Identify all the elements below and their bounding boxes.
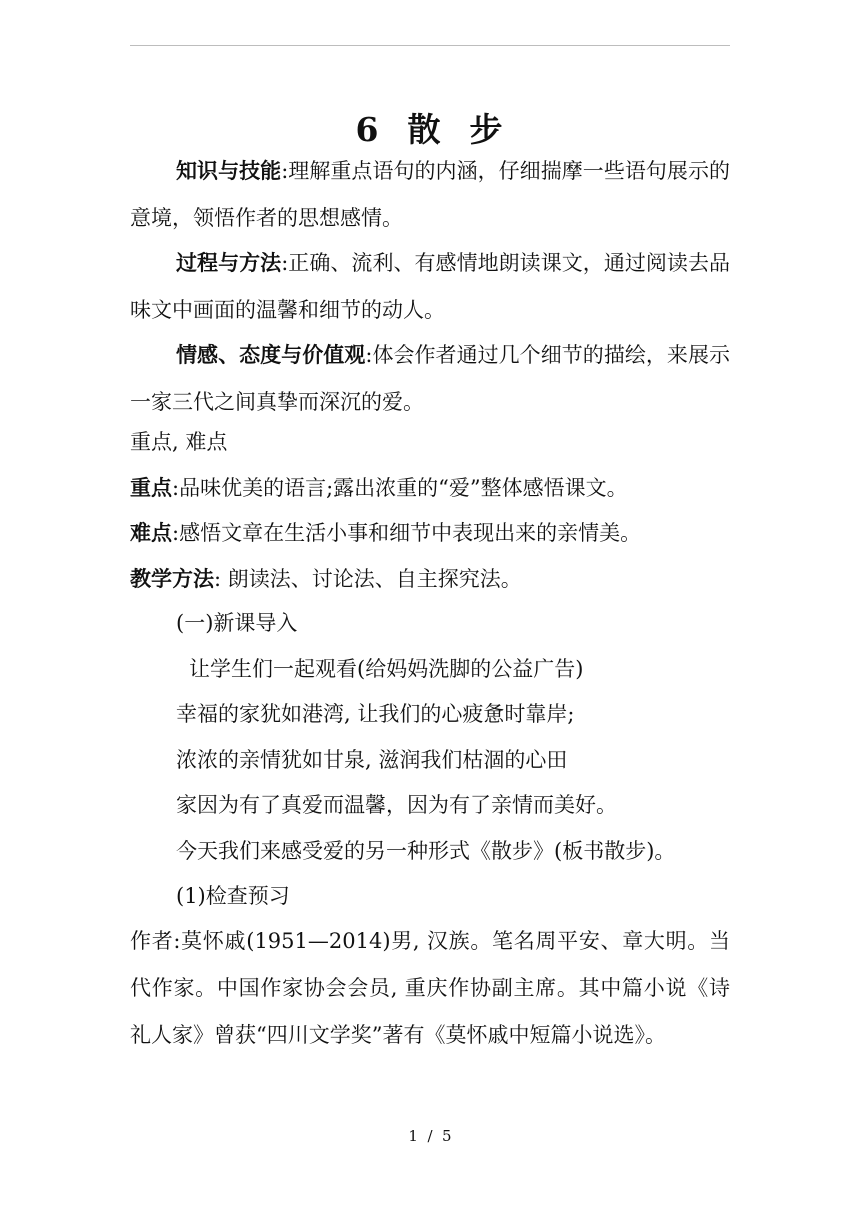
section-preview-heading: (1)检查预习 <box>176 884 290 908</box>
page-number: 1 / 5 <box>408 1127 452 1145</box>
intro-line: 浓浓的亲情犹如甘泉, 滋润我们枯涸的心田 <box>176 748 568 772</box>
objective-text: :正确、流利、有感情地朗读课文，通过阅读去品味文中画面的温馨和细节的动人。 <box>130 251 731 322</box>
key-points-heading: 重点, 难点 <box>130 430 228 454</box>
objective-text: :体会作者通过几个细节的描绘，来展示一家三代之间真挚而深沉的爱。 <box>130 343 731 414</box>
teaching-method <box>130 556 522 603</box>
teaching-method-text: : 朗读法、讨论法、自主探究法。 <box>214 567 522 591</box>
difficult-point <box>130 510 641 557</box>
header-rule <box>130 45 730 46</box>
objective-text: :理解重点语句的内涵，仔细揣摩一些语句展示的意境，领悟作者的思想感情。 <box>130 159 731 230</box>
lesson-title: 6 散 步 <box>355 110 505 149</box>
intro-line: 让学生们一起观看(给妈妈洗脚的公益广告) <box>189 657 584 681</box>
author-paragraph: 作者:莫怀戚(1951—2014)男, 汉族。笔名周平安、章大明。当代作家。中国作家协会会员, 重庆作协副主席。其中篇小说《诗礼人家》曾获“四川文学奖”著有《莫怀戚中短篇小说选》。 <box>130 929 730 1047</box>
key-point-text: :品味优美的语言;露出浓重的“爱”整体感悟课文。 <box>172 476 628 500</box>
intro-line: 今天我们来感受爱的另一种形式《散步》(板书散步)。 <box>176 839 676 863</box>
intro-line: 幸福的家犹如港湾, 让我们的心疲惫时靠岸; <box>176 702 575 726</box>
intro-line: 家因为有了真爱而温馨，因为有了亲情而美好。 <box>176 793 617 817</box>
objective-label: 过程与方法 <box>176 251 282 275</box>
objective-label: 情感、态度与价值观 <box>176 343 366 367</box>
difficult-point-text: :感悟文章在生活小事和细节中表现出来的亲情美。 <box>172 521 642 545</box>
objective-process <box>130 240 730 334</box>
objective-knowledge <box>130 148 730 242</box>
objective-emotion <box>130 332 730 426</box>
section-intro-heading: (一)新课导入 <box>176 611 298 635</box>
teaching-method-label: 教学方法 <box>130 567 214 591</box>
objective-label: 知识与技能 <box>176 159 282 183</box>
key-point <box>130 465 628 512</box>
difficult-point-label: 难点 <box>130 521 172 545</box>
key-point-label: 重点 <box>130 476 172 500</box>
